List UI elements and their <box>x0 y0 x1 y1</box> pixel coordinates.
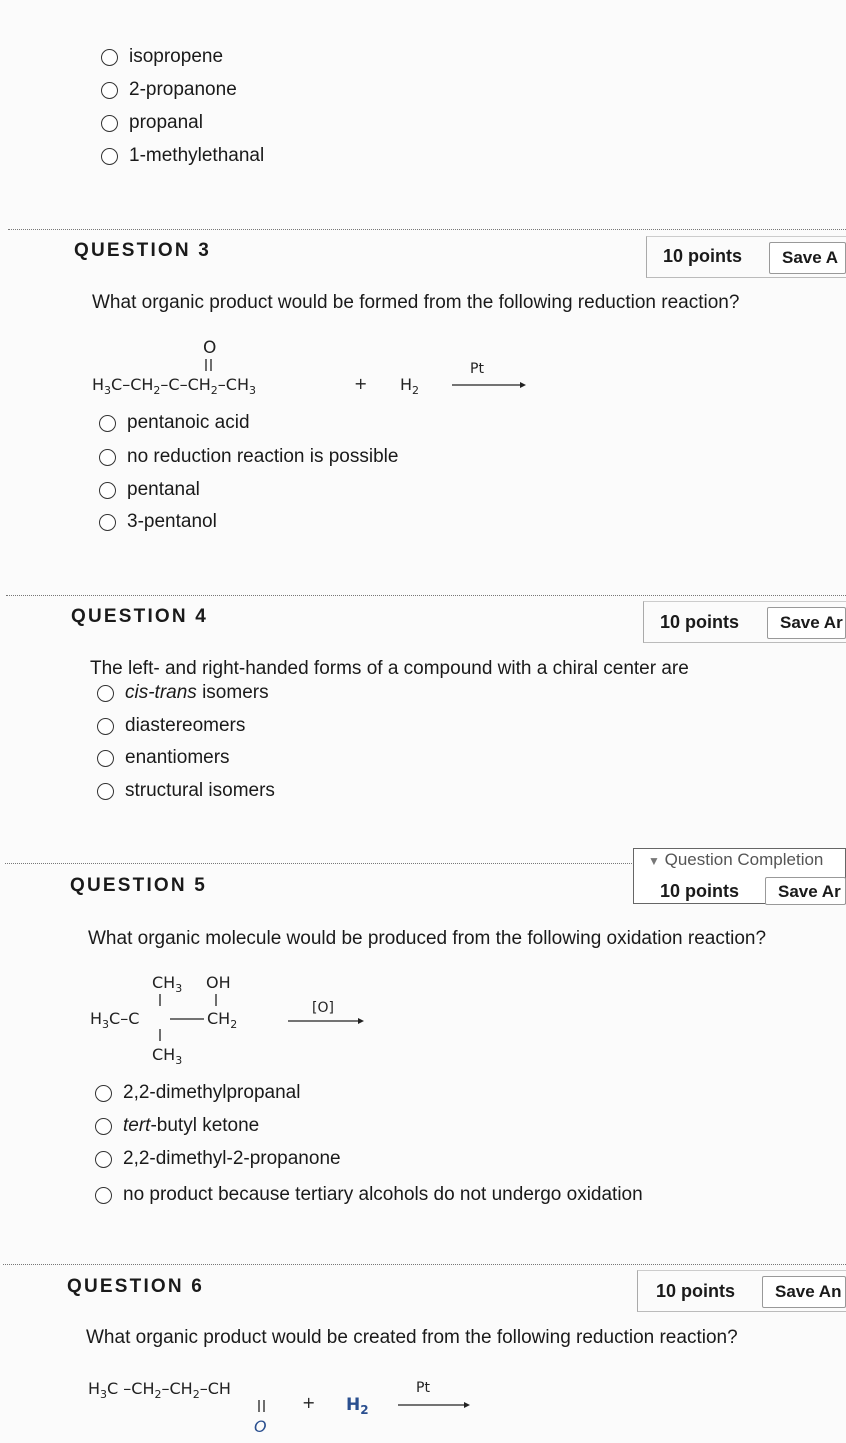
carbonyl-oxygen: O <box>203 338 217 358</box>
svg-text:H2: $H_2$ <box>346 1395 369 1417</box>
option-label: pentanoic acid <box>127 412 250 433</box>
option-label: 2-propanone <box>129 79 237 100</box>
radio-button[interactable] <box>97 750 114 767</box>
question-divider <box>3 1264 846 1265</box>
radio-button[interactable] <box>95 1085 112 1102</box>
handwritten-oxygen: O <box>254 1417 267 1436</box>
oxidation-reagent: [O] <box>312 1000 334 1016</box>
svg-text:H2: $H_2$ <box>400 375 420 397</box>
radio-button[interactable] <box>101 49 118 66</box>
svg-text:OH: OH <box>206 973 231 992</box>
question-completion-tooltip: ▼ Question Completion <box>633 848 846 904</box>
radio-button[interactable] <box>101 82 118 99</box>
radio-button[interactable] <box>99 514 116 531</box>
save-answer-button[interactable]: Save An <box>762 1276 846 1308</box>
option-1-methylethanal[interactable] <box>101 145 264 167</box>
question-5-points: 10 points <box>660 881 740 901</box>
svg-text:CH2: $CH_2$ <box>207 1009 238 1031</box>
svg-text:H3C –CH2–CH2–CH: $H_3C$ $-CH_2-CH_2-CH$ <box>88 1379 231 1401</box>
radio-button[interactable] <box>97 685 114 702</box>
option-label: pentanal <box>127 479 200 500</box>
option-label: 2,2-dimethyl-2-propanone <box>123 1148 341 1169</box>
option-label: 2,2-dimethylpropanal <box>123 1082 301 1103</box>
option-2-2-dimethylpropanal[interactable] <box>95 1082 300 1104</box>
aldehyde-reaction-diagram <box>86 1370 486 1438</box>
option-label: 1-methylethanal <box>129 145 265 166</box>
option-2-propanone[interactable] <box>101 79 237 101</box>
question-4-title: QUESTION 4 <box>71 606 209 627</box>
radio-button[interactable] <box>97 718 114 735</box>
option-label: no product because tertiary alcohols do not undergo oxidation <box>123 1184 643 1205</box>
save-answer-button[interactable]: Save A <box>769 242 846 274</box>
option-label: propanal <box>129 112 203 133</box>
question-3-text: What organic product would be formed from the following reduction reaction? <box>92 292 740 313</box>
option-diastereomers[interactable] <box>97 715 245 737</box>
question-divider <box>8 229 846 230</box>
question-3-points: 10 points <box>663 246 743 266</box>
option-isopropene[interactable] <box>101 46 223 68</box>
option-2-2-dimethyl-2-propanone[interactable] <box>95 1148 341 1170</box>
question-4-text: The left- and right-handed forms of a compound with a chiral center are <box>90 658 689 679</box>
svg-text:H3C–C: $H_3C-C$ <box>90 1009 140 1031</box>
question-6-title: QUESTION 6 <box>67 1276 205 1297</box>
question-5-title: QUESTION 5 <box>70 875 208 896</box>
option-label: 3-pentanol <box>127 511 217 532</box>
plus-sign: + <box>354 374 368 393</box>
option-cis-trans-isomers[interactable] <box>97 682 269 704</box>
question-6-points: 10 points <box>656 1281 736 1301</box>
tertiary-alcohol-diagram <box>88 966 388 1076</box>
ketone-reaction-diagram <box>92 333 532 405</box>
option-pentanal[interactable] <box>99 479 200 501</box>
question-4-points: 10 points <box>660 612 740 632</box>
option-no-product[interactable] <box>95 1184 643 1206</box>
option-tert-butyl-ketone[interactable] <box>95 1115 259 1137</box>
radio-button[interactable] <box>99 482 116 499</box>
option-pentanoic-acid[interactable] <box>99 412 250 434</box>
option-label: cis-trans isomers <box>125 682 269 703</box>
radio-button[interactable] <box>97 783 114 800</box>
save-answer-button[interactable]: Save Ar <box>765 877 846 905</box>
chevron-down-icon: ▼ <box>648 854 660 868</box>
radio-button[interactable] <box>95 1187 112 1204</box>
option-3-pentanol[interactable] <box>99 511 217 533</box>
option-label: diastereomers <box>125 715 246 736</box>
option-structural-isomers[interactable] <box>97 780 275 802</box>
question-3-reaction <box>92 333 532 405</box>
question-divider <box>6 595 846 596</box>
option-label: isopropene <box>129 46 224 67</box>
catalyst-label: Pt <box>470 361 484 377</box>
catalyst-label: Pt <box>416 1380 430 1396</box>
option-label: enantiomers <box>125 747 230 768</box>
option-label: structural isomers <box>125 780 275 801</box>
radio-button[interactable] <box>99 415 116 432</box>
option-propanal[interactable] <box>101 112 203 134</box>
question-6-reaction <box>86 1370 486 1438</box>
svg-text:CH3: $CH_3$ <box>152 1045 183 1067</box>
question-5-text: What organic molecule would be produced from the following oxidation reaction? <box>88 928 767 949</box>
radio-button[interactable] <box>95 1118 112 1135</box>
question-5-reaction <box>88 966 388 1076</box>
svg-text:CH3: $CH_3$ <box>152 973 183 995</box>
plus-sign: + <box>302 1393 316 1412</box>
option-label: tert-butyl ketone <box>123 1115 260 1136</box>
option-enantiomers[interactable] <box>97 747 230 769</box>
radio-button[interactable] <box>101 148 118 165</box>
save-answer-button[interactable]: Save Ar <box>767 607 846 639</box>
option-label: no reduction reaction is possible <box>127 446 399 467</box>
question-6-text: What organic product would be created from the following reduction reaction? <box>86 1327 738 1348</box>
question-3-title: QUESTION 3 <box>74 240 212 261</box>
radio-button[interactable] <box>101 115 118 132</box>
option-no-reduction[interactable] <box>99 446 398 468</box>
svg-text:H3C–CH2–C–CH2–CH3: $H_3C-CH_2-C-CH_2-CH_3$ <box>92 375 256 397</box>
radio-button[interactable] <box>99 449 116 466</box>
radio-button[interactable] <box>95 1151 112 1168</box>
